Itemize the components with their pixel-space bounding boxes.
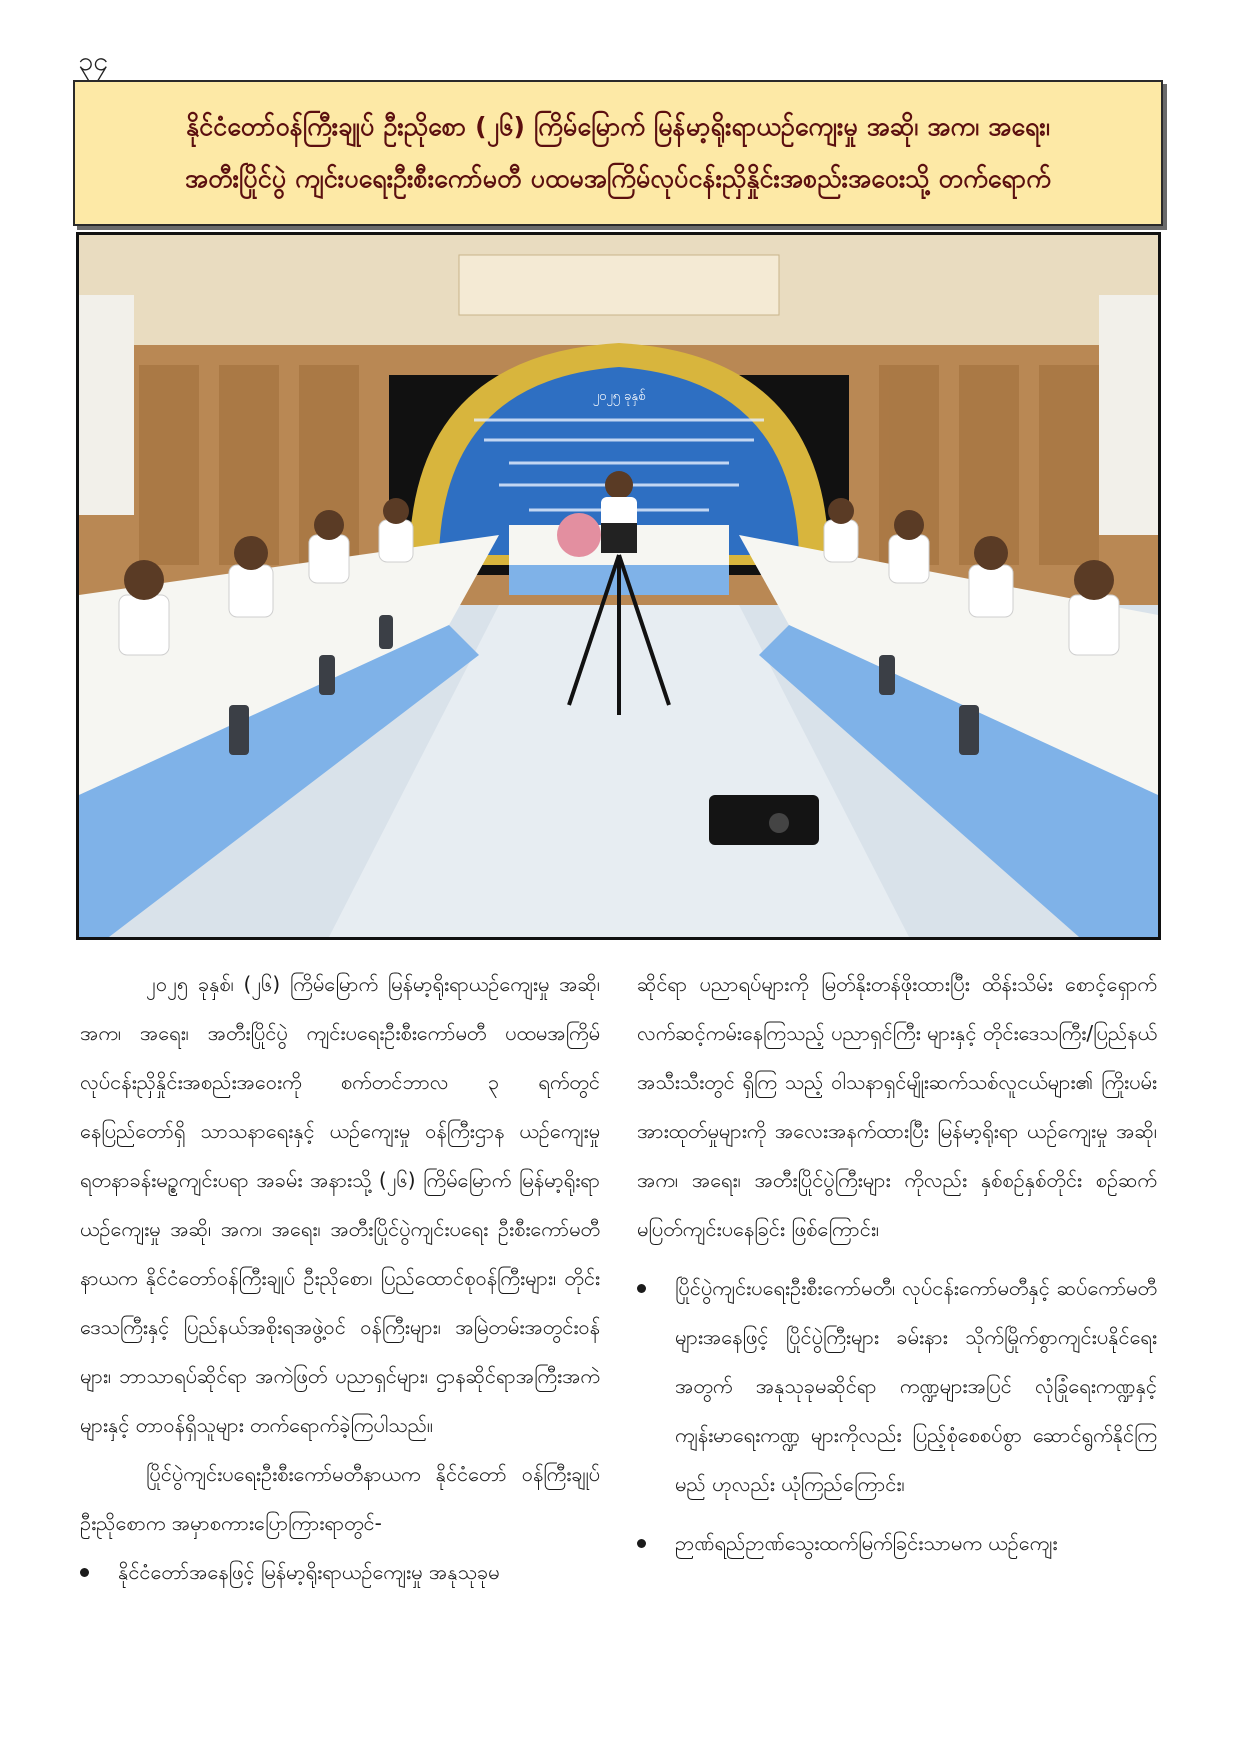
right-bullet-1-text: ပြိုင်ပွဲကျင်းပရေးဦးစီးကော်မတီ၊ လုပ်ငန်းကော်မတီနှင့် ဆပ်ကော်မတီများအနေဖြင့် ပြိုင်ပွဲကြီးများ ခမ်းနား သိုက်မြိုက်စွာကျင်းပနိုင်ရေးအတွက် အနုသုခုမဆိုင်ရာ ကဏ္ဍများအပြင် လုံခြုံရေးကဏ္ဍနှင့် ကျန်းမာရေးကဏ္ဍ များကိုလည်း ပြည့်စုံစေစပ်စွာ ဆောင်ရွက်နိုင်ကြမည် ဟုလည်း ယုံကြည်ကြောင်း၊ (675, 1276, 1157, 1496)
meeting-photo-illustration (79, 235, 1158, 937)
flower-arrangement (557, 513, 601, 557)
right-bullet-2-text: ဉာဏ်ရည်ဉာဏ်သွေးထက်မြက်ခြင်းသာမက ယဉ်ကျေး (675, 1531, 1058, 1555)
right-paragraph-1: ဆိုင်ရာ ပညာရပ်များကို မြတ်နိုးတန်ဖိုးထားပြီး ထိန်းသိမ်း စောင့်ရှောက်လက်ဆင့်ကမ်းနေကြသည့် ပညာရှင်ကြီး များနှင့် တိုင်းဒေသကြီး/ပြည်နယ်အသီးသီးတွင် ရှိကြ သည့် ဝါသနာရှင်မျိုးဆက်သစ်လူငယ်များ၏ ကြိုးပမ်း အားထုတ်မှုများကို အလေးအနက်ထားပြီး မြန်မာ့ရိုးရာ ယဉ်ကျေးမှု အဆို၊ အက၊ အရေး၊ အတီးပြိုင်ပွဲကြီးများ ကိုလည်း နှစ်စဉ်နှစ်တိုင်း စဉ်ဆက်မပြတ်ကျင်းပနေခြင်း ဖြစ်ကြောင်း၊ (637, 972, 1157, 1241)
right-bullet-2 (637, 1519, 1157, 1568)
bullet-dot-icon (637, 1284, 646, 1293)
right-column (637, 960, 1157, 1568)
left-window (79, 295, 134, 515)
headline-box (73, 80, 1163, 226)
meeting-photo (76, 232, 1161, 940)
video-camera (601, 523, 637, 553)
left-paragraph-2: ပြိုင်ပွဲကျင်းပရေးဦးစီးကော်မတီနာယက နိုင်ငံတော် ဝန်ကြီးချုပ် ဦးညိုစောက အမှာစကားပြောကြားရာတွင်- (80, 1462, 600, 1535)
left-bullet-1-text: နိုင်ငံတော်အနေဖြင့် မြန်မာ့ရိုးရာယဉ်ကျေးမှု အနုသုခုမ (118, 1560, 500, 1584)
left-bullet-1 (80, 1548, 600, 1597)
left-column (80, 960, 600, 1597)
right-bullet-1 (637, 1264, 1157, 1509)
speaker-head (605, 471, 633, 499)
ceiling-panel (459, 255, 779, 315)
right-window (1099, 295, 1158, 535)
bullet-dot-icon (80, 1568, 89, 1577)
banner-text: ၂၀၂၅ ခုနှစ် (592, 389, 646, 404)
projector (709, 795, 819, 845)
headline-line-1: နိုင်ငံတော်ဝန်ကြီးချုပ် ဦးညိုစော (၂၆) ကြိမ်မြောက် မြန်မာ့ရိုးရာယဉ်ကျေးမှု အဆို၊ အက၊ အရေး၊ (185, 112, 1051, 141)
left-paragraph-1: ၂၀၂၅ ခုနှစ်၊ (၂၆) ကြိမ်မြောက် မြန်မာ့ရိုးရာယဉ်ကျေးမှု အဆို၊ အက၊ အရေး၊ အတီးပြိုင်ပွဲ ကျင်းပရေးဦးစီးကော်မတီ ပထမအကြိမ် လုပ်ငန်းညှိနှိုင်းအစည်းအဝေးကို စက်တင်ဘာလ ၃ ရက်တွင် နေပြည်တော်ရှိ သာသနာရေးနှင့် ယဉ်ကျေးမှု ဝန်ကြီးဌာန ယဉ်ကျေးမှုရတနာခန်းမဥ္စကျင်းပရာ အခမ်း အနားသို့ (၂၆) ကြိမ်မြောက် မြန်မာ့ရိုးရာယဉ်ကျေးမှု အဆို၊ အက၊ အရေး၊ အတီးပြိုင်ပွဲကျင်းပရေး ဦးစီးကော်မတီနာယက နိုင်ငံတော်ဝန်ကြီးချုပ် ဦးညိုစော၊ ပြည်ထောင်စုဝန်ကြီးများ၊ တိုင်းဒေသကြီးနှင့် ပြည်နယ်အစိုးရအဖွဲ့ဝင် ဝန်ကြီးများ၊ အမြဲတမ်းအတွင်းဝန်များ၊ ဘာသာရပ်ဆိုင်ရာ အကဲဖြတ် ပညာရှင်များ၊ ဌာနဆိုင်ရာအကြီးအကဲများနှင့် တာဝန်ရှိသူများ တက်ရောက်ခဲ့ကြပါသည်။ (80, 972, 600, 1437)
bullet-dot-icon (637, 1539, 646, 1548)
headline-line-2: အတီးပြိုင်ပွဲ ကျင်းပရေးဦးစီးကော်မတီ ပထမအကြိမ်လုပ်ငန်းညှိနှိုင်းအစည်းအဝေးသို့ တက်ရောက် (185, 164, 1051, 193)
page-number: ၃၄ (78, 46, 109, 77)
